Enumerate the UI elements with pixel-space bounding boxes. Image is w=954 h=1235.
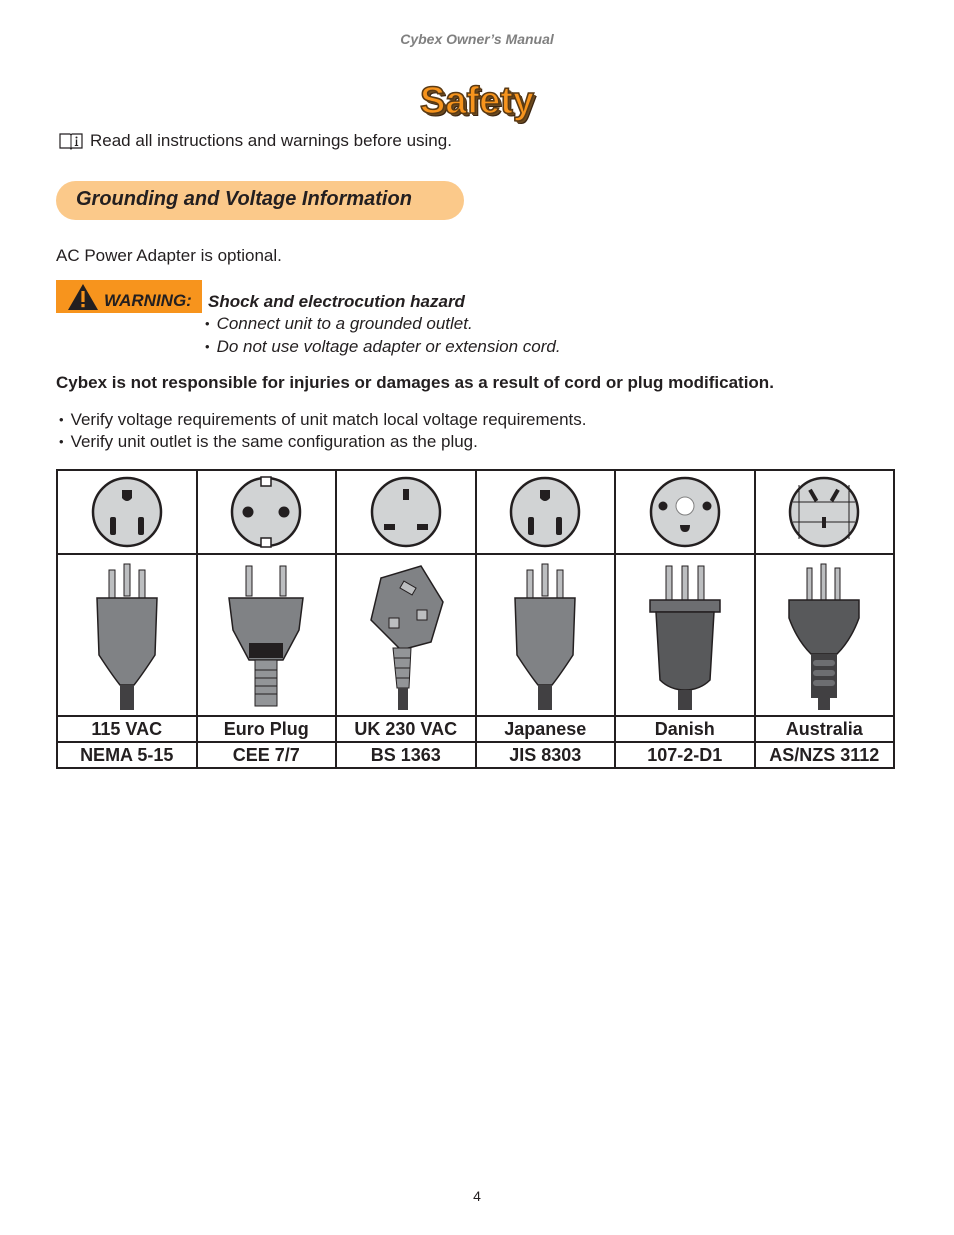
plug-cell [476, 554, 616, 716]
plug-name-row [57, 716, 894, 742]
plug-name: Danish [615, 716, 755, 742]
japanese-outlet-icon [508, 475, 582, 549]
plug-standard-row [57, 742, 894, 768]
danish-plug-icon [640, 560, 730, 710]
plug-table [56, 469, 895, 769]
outlet-cell [755, 470, 895, 554]
plug-standard: BS 1363 [336, 742, 476, 768]
section-heading [56, 181, 464, 220]
outlet-cell [615, 470, 755, 554]
plug-standard: CEE 7/7 [197, 742, 337, 768]
warning-triangle-icon [66, 282, 100, 312]
plug-cell [336, 554, 476, 716]
outlet-cell [336, 470, 476, 554]
warning-badge [56, 280, 202, 313]
plug-standard: JIS 8303 [476, 742, 616, 768]
plug-name: Euro Plug [197, 716, 337, 742]
outlet-cell [476, 470, 616, 554]
euro-plug-icon [221, 560, 311, 710]
nema-5-15-plug-icon [82, 560, 172, 710]
warning-title: Shock and electrocution hazard [208, 292, 465, 311]
plug-name: 115 VAC [57, 716, 197, 742]
plug-cell [57, 554, 197, 716]
uk-outlet-icon [369, 475, 443, 549]
euro-outlet-icon [229, 475, 303, 549]
plug-standard: NEMA 5-15 [57, 742, 197, 768]
australia-outlet-icon [787, 475, 861, 549]
page-number: 4 [473, 1188, 481, 1204]
warning-list [205, 314, 561, 360]
plug-name: UK 230 VAC [336, 716, 476, 742]
list-item: • Verify unit outlet is the same configuration as the plug. [59, 432, 587, 454]
plug-standard: 107-2-D1 [615, 742, 755, 768]
manual-info-icon [58, 131, 84, 151]
list-item: • Verify voltage requirements of unit match local voltage requirements. [59, 410, 587, 432]
running-header: Cybex Owner’s Manual [400, 31, 554, 47]
plug-row [57, 554, 894, 716]
page-title: Safety [419, 80, 535, 122]
japanese-plug-icon [500, 560, 590, 710]
verify-list [59, 410, 587, 454]
intro-line [58, 131, 452, 151]
plug-standard: AS/NZS 3112 [755, 742, 895, 768]
nema-5-15-outlet-icon [90, 475, 164, 549]
plug-cell [755, 554, 895, 716]
australia-plug-icon [779, 560, 869, 710]
danish-outlet-icon [648, 475, 722, 549]
list-item: • Do not use voltage adapter or extension cord. [205, 337, 561, 360]
uk-plug-icon [361, 560, 451, 710]
section-heading-text: Grounding and Voltage Information [76, 188, 412, 210]
optional-note: AC Power Adapter is optional. [56, 246, 282, 265]
plug-cell [615, 554, 755, 716]
plug-name: Japanese [476, 716, 616, 742]
warning-label: WARNING: [104, 290, 192, 310]
outlet-cell [57, 470, 197, 554]
outlet-row [57, 470, 894, 554]
list-item: • Connect unit to a grounded outlet. [205, 314, 561, 337]
outlet-cell [197, 470, 337, 554]
plug-name: Australia [755, 716, 895, 742]
intro-text: Read all instructions and warnings before using. [90, 131, 452, 150]
plug-cell [197, 554, 337, 716]
disclaimer: Cybex is not responsible for injuries or damages as a result of cord or plug modification. [56, 373, 774, 392]
